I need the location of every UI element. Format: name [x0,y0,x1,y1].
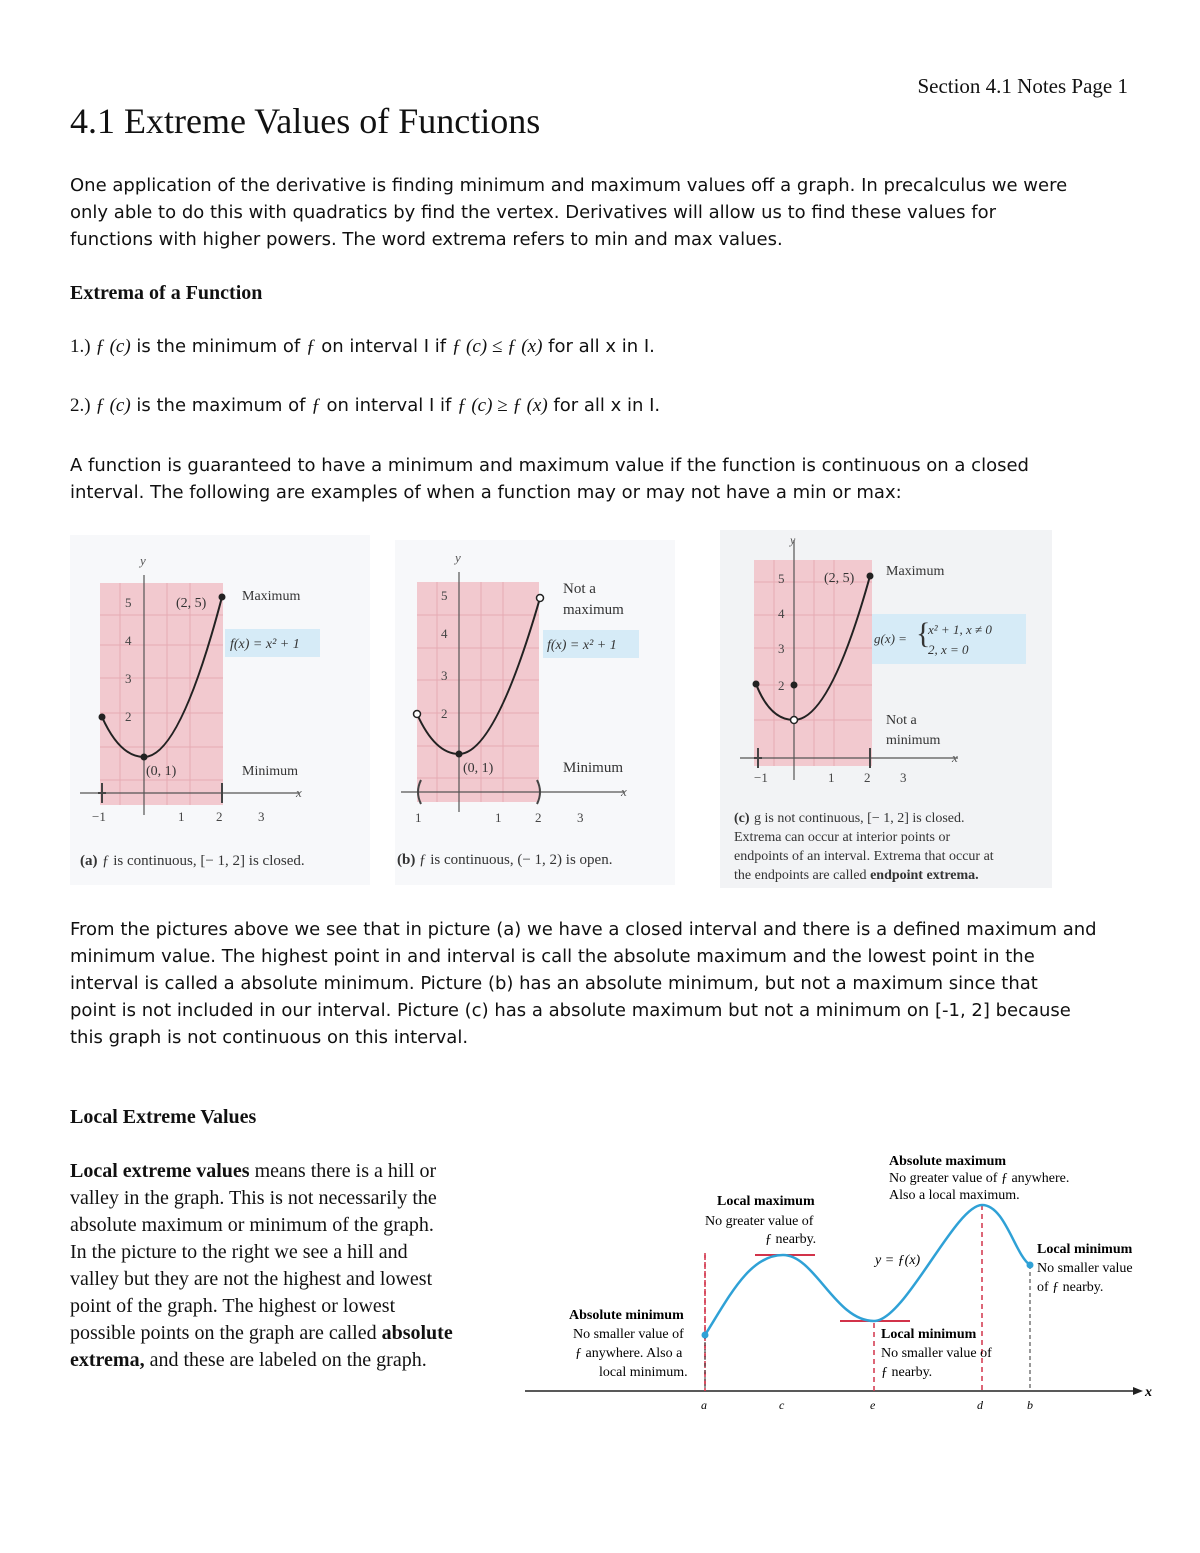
def-text: on interval I if [320,395,458,416]
caption: g is not continuous, [− 1, 2] is closed. [754,811,965,826]
y-tick: 3 [778,641,785,656]
point-min-label: (0, 1) [146,764,177,779]
local-line: means there is a hill or [249,1160,437,1182]
caption: ƒ is continuous, (− 1, 2) is open. [419,852,613,868]
intro-line: functions with higher powers. The word extrema refers to min and max values. [70,229,783,250]
loc-min-desc: No smaller value of [881,1346,992,1361]
local-line: In the picture to the right we see a hill and [70,1241,408,1263]
x-tick: 1 [178,809,185,824]
local-extrema-figure [525,1145,1165,1420]
point-min-label: (0, 1) [463,761,494,776]
func-label: f(x) = x² + 1 [547,638,617,653]
min-label: Minimum [242,764,299,779]
y-tick: 4 [778,606,785,621]
x-tick: 1 [828,770,835,785]
not-max-label: maximum [563,602,624,618]
definition-max [70,395,660,417]
caption: Extrema can occur at interior points or [734,830,951,845]
func-case: 2, x = 0 [928,642,969,657]
loc-min-title: Local minimum [881,1327,977,1342]
loc-max-title: Local maximum [717,1194,815,1209]
figure-c [720,530,1052,888]
def-text: for all x in I. [547,395,661,416]
extrema-term: extrema, [70,1349,145,1371]
open-max [537,595,544,602]
loc-min-right-title: Local minimum [1037,1242,1133,1257]
y-tick: 2 [778,678,785,693]
min-dot [141,754,148,761]
intro-line: only able to do this with quadratics by find the vertex. Derivatives will allow us to find these values for [70,202,997,223]
discussion-line: this graph is not continuous on this interval. [70,1027,469,1048]
def-text: on interval I if [315,336,452,357]
abs-min-title: Absolute minimum [569,1308,684,1323]
def-text: for all x in I. [542,336,655,357]
y-tick: 4 [441,626,448,641]
x-axis-arrow-icon [1133,1387,1143,1395]
g-zero-dot [791,682,798,689]
hole [791,717,798,724]
x-tick: b [1027,1398,1033,1412]
loc-min-right-desc: No smaller value [1037,1261,1133,1276]
x-axis-label: x [1145,1385,1152,1400]
caption: ƒ is continuous, [− 1, 2] is closed. [102,853,305,869]
x-tick: a [701,1398,707,1412]
guarantee-line: interval. The following are examples of when a function may or may not have a min or max: [70,482,902,503]
x-tick: 2 [535,810,542,825]
interval-shade [754,560,872,766]
max-label: Maximum [242,589,301,604]
loc-max-desc: No greater value of [705,1214,814,1229]
def-fc: ƒ (c) [95,336,131,357]
def-fc: ƒ (c) [95,395,131,416]
intro-line: One application of the derivative is finding minimum and maximum values off a graph. In precalculus we were [70,175,1068,196]
def-inequality: ƒ (c) ≥ ƒ (x) [457,395,548,416]
discussion-paragraph [70,916,1097,1051]
not-min-label: Not a [886,713,917,728]
abs-max-title: Absolute maximum [889,1154,1007,1169]
caption-tag: (b) [397,852,416,868]
y-tick: 3 [441,668,448,683]
point-max-label: (2, 5) [176,596,207,611]
x-tick: 3 [577,810,584,825]
endpoint-dot [753,681,760,688]
y-tick: 4 [125,633,132,648]
loc-max-desc: ƒ nearby. [765,1232,817,1247]
y-tick: 3 [125,671,132,686]
y-tick: 5 [441,588,448,603]
abs-max-desc: No greater value of ƒ anywhere. [889,1171,1070,1186]
max-dot [867,573,874,580]
local-line: point of the graph. The highest or lowest [70,1295,396,1317]
abs-min-desc: ƒ anywhere. Also a [575,1346,683,1361]
x-tick: d [977,1398,983,1412]
min-label: Minimum [563,760,624,776]
discussion-line: interval is called a absolute minimum. Picture (b) has an absolute minimum, but not a maximum since that [70,973,1038,994]
y-tick: 2 [441,706,448,721]
absolute-term: absolute [381,1322,453,1344]
local-line: possible points on the graph are called [70,1322,382,1344]
definition-min [70,336,655,358]
page-title: 4.1 Extreme Values of Functions [70,101,541,141]
x-axis-label: x [621,784,627,799]
abs-max-desc: Also a local maximum. [889,1188,1020,1203]
x-tick: −1 [92,809,106,824]
abs-min-desc: local minimum. [599,1365,688,1380]
endpoint-dot [99,714,106,721]
point-max-label: (2, 5) [824,571,855,586]
local-term: Local extreme values [70,1160,250,1182]
local-line: valley in the graph. This is not necessarily the [70,1187,437,1209]
x-tick: 2 [216,809,223,824]
open-endpoint [414,711,421,718]
guarantee-line: A function is guaranteed to have a minimum and maximum value if the function is continuous on a closed [70,455,1029,476]
figure-a [70,535,370,885]
guarantee-paragraph [70,452,1029,506]
x-tick: c [779,1398,785,1412]
loc-min-desc: ƒ nearby. [881,1365,933,1380]
local-heading: Local Extreme Values [70,1106,257,1128]
caption: the endpoints are called endpoint extrema. [734,868,979,883]
def-text: is the maximum of [130,395,312,416]
local-line: and these are labeled on the graph. [144,1349,427,1371]
def-text: is the minimum of [130,336,306,357]
brace-icon: { [916,617,931,650]
caption: endpoints of an interval. Extrema that occur at [734,849,994,864]
x-tick: 2 [864,770,871,785]
abs-min-desc: No smaller value of [573,1327,684,1342]
discussion-line: point is not included in our interval. Picture (c) has a absolute maximum but not a minimum on [-1, 2] because [70,1000,1071,1021]
discussion-line: From the pictures above we see that in picture (a) we have a closed interval and there is a defined maximum and [70,919,1097,940]
extrema-heading: Extrema of a Function [70,282,263,304]
def-f: ƒ [305,336,316,357]
not-max-label: Not a [563,581,596,597]
y-axis-label: y [140,553,146,568]
min-dot [456,751,463,758]
page-header: Section 4.1 Notes Page 1 [917,74,1128,98]
loc-min-right-desc: of ƒ nearby. [1037,1280,1104,1295]
not-min-label: minimum [886,733,941,748]
intro-paragraph [70,172,1067,253]
endpoint-a [702,1332,709,1339]
x-tick: 1 [415,810,422,825]
figure-b [395,540,675,885]
discussion-line: minimum value. The highest point in and interval is call the absolute maximum and the lowest point in the [70,946,1035,967]
local-line: valley but they are not the highest and lowest [70,1268,433,1290]
x-axis-label: x [296,785,302,800]
y-tick: 2 [125,709,132,724]
def-inequality: ƒ (c) ≤ ƒ (x) [451,336,543,357]
y-tick: 5 [778,571,785,586]
x-axis-label: x [952,750,958,765]
def-f: ƒ [311,395,321,416]
y-axis-label: y [790,533,796,547]
caption-tag: (a) [80,853,98,869]
x-tick: 3 [258,809,265,824]
func-lhs: g(x) = [874,631,907,646]
x-tick: e [870,1398,876,1412]
caption-tag: (c) [734,811,750,826]
x-tick: −1 [754,770,768,785]
y-tick: 5 [125,595,132,610]
local-paragraph [70,1158,453,1374]
local-line: absolute maximum or minimum of the graph. [70,1214,434,1236]
max-label: Maximum [886,564,945,579]
x-tick: 1 [495,810,502,825]
def-number: 2.) [70,395,91,416]
function-label: y = ƒ(x) [875,1253,921,1268]
func-label: f(x) = x² + 1 [230,637,300,652]
x-tick: 3 [900,770,907,785]
y-axis-label: y [455,550,461,565]
endpoint-b [1027,1262,1034,1269]
max-dot [219,594,226,601]
def-number: 1.) [70,336,91,357]
func-case: x² + 1, x ≠ 0 [928,622,992,637]
